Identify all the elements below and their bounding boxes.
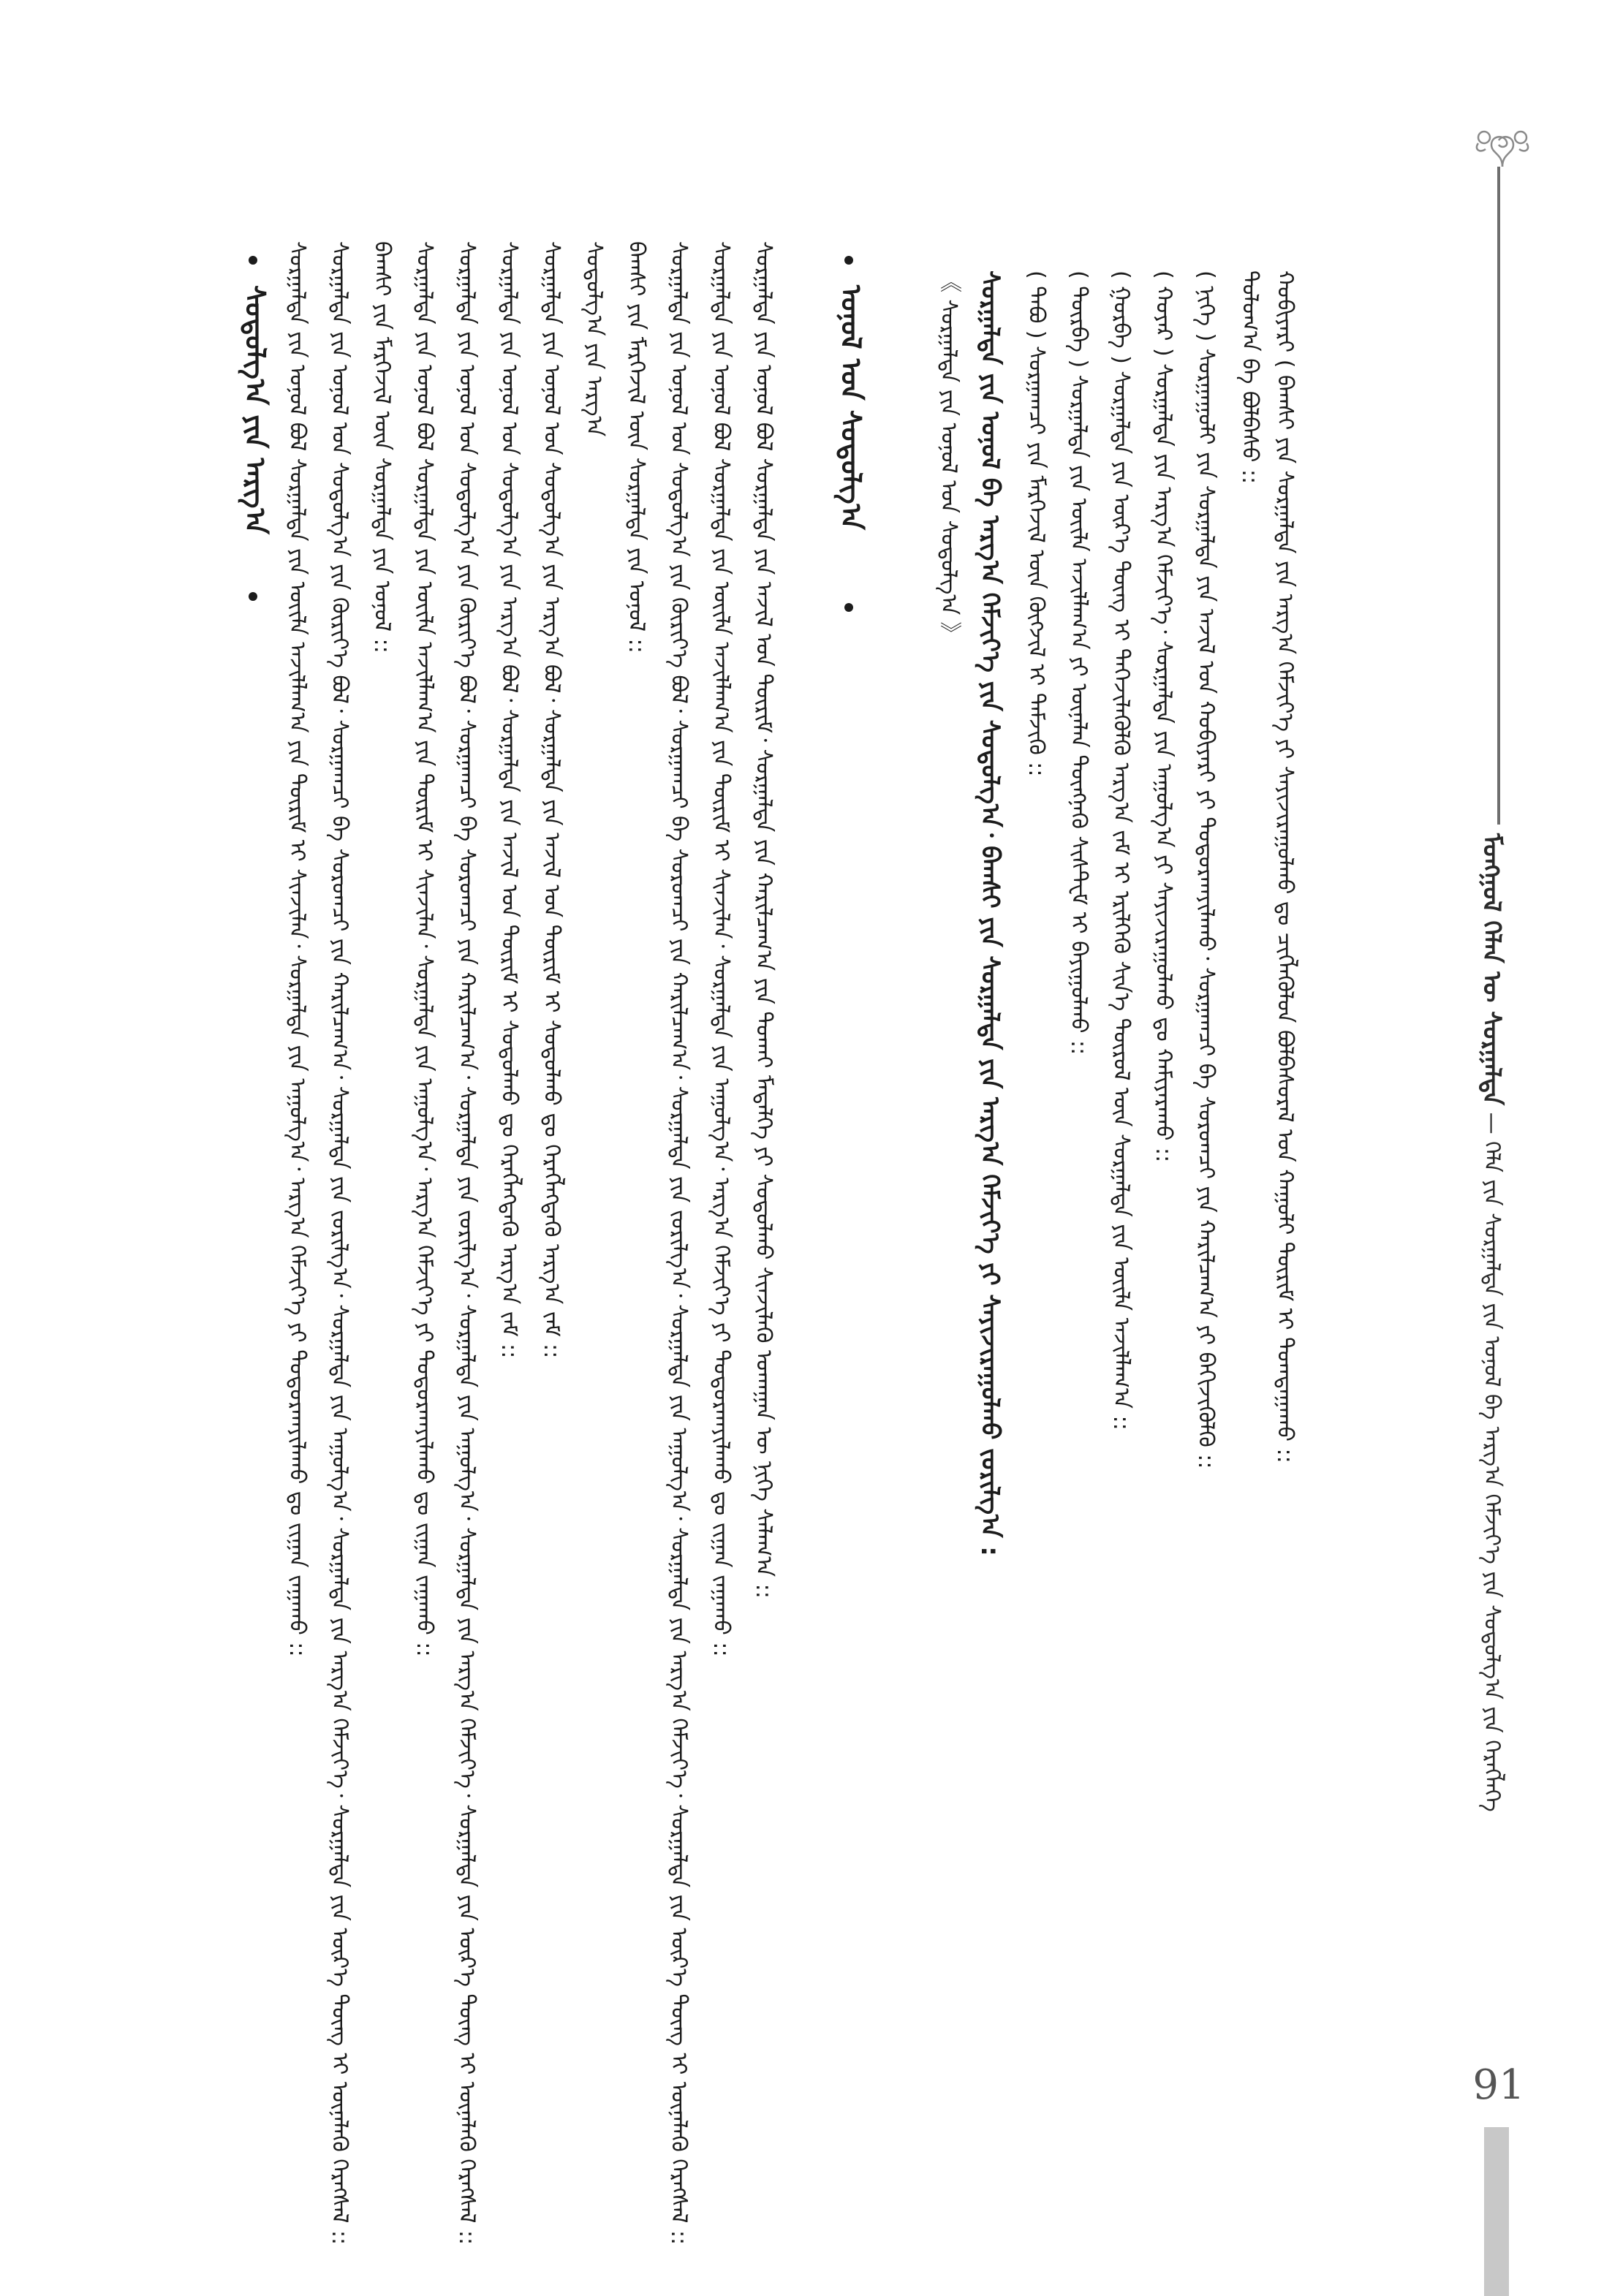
text-column: ᠰᠤᠷᠭᠠᠯᠲᠠ ᠶᠢᠨ ᠣᠨᠣᠯ ᠤᠨ ᠰᠤᠳᠤᠯᠭ᠎ᠠ ᠶᠢᠨ ᠠᠷᠭ᠎ᠠ ᠪᠣᠯ᠂ ᠰᠤᠷᠭᠠᠯᠲᠠ ᠶᠢᠨ ᠠᠵᠢᠯ ᠤᠨ ᠳᠦᠷᠢᠮ ᠢ ᠰᠤᠳᠤᠯᠬᠤ ᠳᠤ ᠬᠡᠷᠡᠭᠯᠡᠭᠳᠡᠬᠦ ᠠᠷᠭ᠎ᠠ ᠵᠠᠮ :: (539, 241, 564, 1359)
text-column: ᠰᠤᠷᠭᠠᠯᠲᠠ ᠶᠢᠨ ᠣᠨᠣᠯ ᠪᠣᠯ ᠰᠤᠷᠭᠠᠯᠲᠠ ᠶᠢᠨ ᠦᠢᠯᠡ ᠠᠵᠢᠯᠯᠠᠭ᠎ᠠ ᠶᠢᠨ ᠳᠦᠷᠢᠮ ᠢ ᠰᠢᠨᠵᠢᠯᠡᠨ᠂ ᠰᠤᠷᠭᠠᠯᠲᠠ ᠶᠢᠨ ᠠᠭᠤᠯᠭ᠎ᠠ᠂ ᠠᠷᠭ᠎ᠠ ᠬᠡᠮᠵᠢᠶ᠎ᠡ ᠶᠢ ᠲᠣᠳᠣᠷᠬᠠᠶᠢᠯᠠᠬᠤ ᠳᠤ ᠵᠢᠭᠠᠨ ᠵᠠᠭᠠᠬᠤ :: (708, 241, 734, 1657)
text-column: ᠪᠠᠭᠰᠢ ᠶᠢᠨ ᠮᠡᠷᠭᠡᠵᠢᠯ ᠦᠨ ᠰᠤᠷᠭᠠᠯᠲᠠ ᠶᠢᠨ ᠣᠨᠣᠯ :: (624, 241, 649, 653)
text-column: ( ᠨᠢᠭᠡ ) ᠰᠤᠷᠭᠠᠭᠤᠯᠢ ᠶᠢᠨ ᠰᠤᠷᠭᠠᠯᠲᠠ ᠶᠢᠨ ᠠᠵᠢᠯ ᠤᠨ ᠬᠤᠪᠢᠶᠠᠷᠢ ᠶᠢ ᠲᠣᠳᠣᠷᠬᠠᠶᠢᠯᠠᠬᠤ᠂ ᠰᠤᠷᠭᠠᠭᠴᠢ ᠪᠠ ᠰᠤᠷᠤᠭᠴᠢ ᠶᠢᠨ ᠬᠠᠷᠢᠯᠴᠠᠭ᠎ᠠ ᠶᠢ ᠪᠡᠬᠢᠵᠢᠭᠦᠯᠬᠦ :: (1193, 270, 1219, 1469)
text-column: ( ᠭᠤᠷᠪᠠ ) ᠰᠤᠷᠭᠠᠯᠲᠠ ᠶᠢᠨ ᠦᠷ᠎ᠡ ᠳᠦᠩ ᠢ ᠳᠡᠭᠡᠵᠢᠯᠡᠭᠦᠯᠬᠦ ᠠᠷᠭ᠎ᠠ ᠵᠠᠮ ᠢ ᠡᠷᠢᠯᠬᠡᠬᠦ ᠰᠢᠨ᠎ᠡ ᠲᠥᠷᠦᠯ ᠦᠨ ᠰᠤᠷᠭᠠᠯᠲᠠ ᠶᠢᠨ ᠦᠢᠯᠡ ᠠᠵᠢᠯᠯᠠᠭ᠎ᠠ :: (1108, 270, 1134, 1431)
text-column: ᠰᠤᠷᠭᠠᠯᠲᠠ ᠶᠢᠨ ᠣᠨᠣᠯ ᠪᠣᠯ ᠰᠤᠷᠭᠠᠯᠲᠠ ᠶᠢᠨ ᠦᠢᠯᠡ ᠠᠵᠢᠯᠯᠠᠭ᠎ᠠ ᠶᠢᠨ ᠳᠦᠷᠢᠮ ᠢ ᠰᠢᠨᠵᠢᠯᠡᠨ᠂ ᠰᠤᠷᠭᠠᠯᠲᠠ ᠶᠢᠨ ᠠᠭᠤᠯᠭ᠎ᠠ᠂ ᠠᠷᠭ᠎ᠠ ᠬᠡᠮᠵᠢᠶ᠎ᠡ ᠶᠢ ᠲᠣᠳᠣᠷᠬᠠᠶᠢᠯᠠᠬᠤ ᠳᠤ ᠵᠢᠭᠠᠨ ᠵᠠᠭᠠᠬᠤ :: (284, 241, 310, 1657)
text-column: ᠰᠤᠷᠭᠠᠯᠲᠠ ᠶᠢᠨ ᠣᠨᠣᠯ ᠤᠨ ᠰᠤᠳᠤᠯᠭ᠎ᠠ ᠶᠢᠨ ᠠᠷᠭ᠎ᠠ ᠪᠣᠯ᠂ ᠰᠤᠷᠭᠠᠯᠲᠠ ᠶᠢᠨ ᠠᠵᠢᠯ ᠤᠨ ᠳᠦᠷᠢᠮ ᠢ ᠰᠤᠳᠤᠯᠬᠤ ᠳᠤ ᠬᠡᠷᠡᠭᠯᠡᠭᠳᠡᠬᠦ ᠠᠷᠭ᠎ᠠ ᠵᠠᠮ :: (496, 241, 522, 1359)
book-subtitle: ᠬᠡᠯᠡ ᠶᠢᠨ ᠰᠤᠷᠭᠠᠯᠲᠠ ᠶᠢᠨ ᠣᠨᠣᠯ ᠪᠠ ᠠᠷᠭ᠎ᠠ ᠬᠡᠮᠵᠢᠶ᠎ᠡ ᠶᠢᠨ ᠰᠤᠳᠤᠯᠭ᠎ᠠ ᠶᠢᠨ ᠬᠡᠷᠡᠭᠯᠡᠭᠡ (1479, 1141, 1505, 1812)
text-column: ᠰᠤᠷᠭᠠᠯᠲᠠ ᠶᠢᠨ ᠣᠨᠣᠯ ᠤᠨ ᠰᠤᠳᠤᠯᠭ᠎ᠠ ᠶᠢᠨ ᠬᠦᠷᠢᠶ᠎ᠡ ᠪᠣᠯ᠂ ᠰᠤᠷᠭᠠᠭᠴᠢ ᠪᠠ ᠰᠤᠷᠤᠭᠴᠢ ᠶᠢᠨ ᠬᠠᠷᠢᠯᠴᠠᠭ᠎ᠠ᠂ ᠰᠤᠷᠭᠠᠯᠲᠠ ᠶᠢᠨ ᠵᠣᠷᠢᠯᠭ᠎ᠠ᠂ ᠰᠤᠷᠭᠠᠯᠲᠠ ᠶᠢᠨ ᠠᠭᠤᠯᠭ᠎ᠠ᠂ ᠰᠤᠷᠭᠠᠯᠲᠠ ᠶᠢᠨ ᠠᠷᠭ᠎ᠠ ᠬᠡᠮᠵᠢᠶ᠎ᠡ᠂ ᠰᠤᠷᠭᠠᠯᠲᠠ ᠶᠢᠨ ᠦᠷ᠎ᠡ ᠳᠦᠩ ᠢ ᠦᠨᠡᠯᠡᠬᠦ ᠬᠡᠷᠡᠭᠰᠡᠯ :: (327, 241, 352, 2246)
text-column: ( ᠳᠥᠷᠪᠡ ) ᠰᠤᠷᠭᠠᠯᠲᠠ ᠶᠢᠨ ᠦᠢᠯᠡ ᠠᠵᠢᠯᠯᠠᠭ᠎ᠠ ᠶᠢ ᠦᠨᠡᠯᠡᠨ ᠳᠦᠩᠨᠡᠬᠦ ᠰᠢᠰᠲ᠋ᠧᠮ ᠢ ᠪᠠᠶᠢᠭᠤᠯᠬᠤ :: (1066, 270, 1092, 1056)
book-title: ᠮᠣᠩᠭᠣᠯ ᠬᠡᠯᠡᠨ ᠦ ᠰᠤᠷᠭᠠᠯᠲᠠ (1477, 833, 1506, 1106)
bullet-icon (249, 592, 257, 601)
text-column: ( ᠬᠣᠶᠠᠷ ) ᠰᠤᠷᠭᠠᠯᠲᠠ ᠶᠢᠨ ᠠᠷᠭ᠎ᠠ ᠬᠡᠮᠵᠢᠶ᠎ᠡ᠂ ᠰᠤᠷᠭᠠᠯᠲᠠ ᠶᠢᠨ ᠠᠭᠤᠯᠭ᠎ᠠ ᠶᠢ ᠰᠠᠶᠢᠵᠢᠷᠠᠭᠤᠯᠬᠤ ᠳᠤ ᠬᠠᠮᠢᠶᠠᠷᠠᠬᠤ :: (1151, 270, 1176, 1163)
text-column: ᠪᠠᠭᠰᠢ ᠶᠢᠨ ᠮᠡᠷᠭᠡᠵᠢᠯ ᠦᠨ ᠰᠤᠷᠭᠠᠯᠲᠠ ᠶᠢᠨ ᠣᠨᠣᠯ :: (369, 241, 395, 653)
text-column: ᠰᠤᠳᠤᠯᠭ᠎ᠠ ᠶᠢᠨ ᠠᠷᠭ᠎ᠠ (581, 241, 607, 437)
text-column: ( ᠲᠠᠪᠤ ) ᠰᠤᠷᠭᠠᠭᠴᠢ ᠶᠢᠨ ᠮᠡᠷᠭᠡᠵᠢᠯ ᠦᠨ ᠬᠥᠭᠵᠢᠯ ᠢ ᠳᠡᠮᠵᠢᠬᠦ :: (1024, 270, 1049, 777)
section-heading: ᠰᠤᠳᠤᠯᠭ᠎ᠠ ᠶᠢᠨ ᠠᠷᠭ᠎ᠠ (239, 285, 271, 534)
text-column: ᠰᠤᠷᠭᠠᠯᠲᠠ ᠶᠢᠨ ᠣᠨᠣᠯ ᠪᠠ ᠠᠷᠭ᠎ᠠ ᠬᠡᠮᠵᠢᠶ᠎ᠡ ᠶᠢᠨ ᠰᠤᠳᠤᠯᠭ᠎ᠠ᠂ ᠪᠠᠭᠰᠢ ᠶᠢᠨ ᠰᠤᠷᠭᠠᠯᠲᠠ ᠶᠢᠨ ᠠᠷᠭ᠎ᠠ ᠬᠡᠮᠵᠢᠶ᠎ᠡ ᠶᠢ ᠰᠠᠶᠢᠵᠢᠷᠠᠭᠤᠯᠬᠤ ᠵᠣᠷᠢᠯᠭ᠎ᠠ : (975, 270, 1005, 1556)
text-column: 《 ᠰᠤᠷᠭᠠᠯᠲᠠ ᠶᠢᠨ ᠣᠨᠣᠯ ᠤᠨ ᠰᠤᠳᠤᠯᠭ᠎ᠠ 》 (936, 270, 961, 644)
page-edge-bar (1484, 2127, 1509, 2296)
running-header: ᠮᠣᠩᠭᠣᠯ ᠬᠡᠯᠡᠨ ᠦ ᠰᠤᠷᠭᠠᠯᠲᠠ — ᠬᠡᠯᠡ ᠶᠢᠨ ᠰᠤᠷᠭᠠᠯᠲᠠ ᠶᠢᠨ ᠣᠨᠣᠯ ᠪᠠ ᠠᠷᠭ᠎ᠠ ᠬᠡᠮᠵᠢᠶ᠎ᠡ ᠶᠢᠨ ᠰᠤᠳᠤᠯᠭ᠎ᠠ ᠶᠢᠨ ᠬᠡᠷᠡᠭᠯᠡᠭᠡ (1477, 833, 1506, 1812)
text-column: ᠰᠤᠷᠭᠠᠯᠲᠠ ᠶᠢᠨ ᠣᠨᠣᠯ ᠪᠣᠯ ᠰᠤᠷᠭᠠᠯᠲᠠ ᠶᠢᠨ ᠠᠵᠢᠯ ᠤᠨ ᠳᠦᠷᠢᠮ᠂ ᠰᠤᠷᠭᠠᠯᠲᠠ ᠶᠢᠨ ᠬᠠᠷᠢᠯᠴᠠᠭ᠎ᠠ ᠶᠢᠨ ᠲᠤᠬᠠᠢ ᠮᠡᠳᠡᠯᠭᠡ ᠶᠢ ᠰᠤᠳᠤᠯᠬᠤ ᠰᠢᠨᠵᠢᠯᠡᠬᠦ ᠤᠬᠠᠭᠠᠨ ᠦ ᠨᠢᠭᠡ ᠰᠠᠯᠠᠭ᠎ᠠ :: (751, 241, 776, 1599)
text-column: ᠳᠣᠯᠣᠭ᠎ᠠ ᠪᠠ ᠪᠣᠯᠪᠠᠰᠤ :: (1237, 270, 1263, 485)
text-column: ᠬᠤᠪᠢᠶᠠᠷᠢ ( ᠪᠠᠭᠰᠢ ᠶᠢᠨ ᠰᠤᠷᠭᠠᠯᠲᠠ ᠶᠢᠨ ᠠᠷᠭ᠎ᠠ ᠬᠡᠮᠵᠢᠶ᠎ᠡ ᠶᠢ ᠰᠠᠶᠢᠵᠢᠷᠠᠭᠤᠯᠬᠤ ᠳᠤ ᠴᠢᠭᠯᠡᠭᠦᠯᠦᠨ ᠪᠣᠯᠪᠠᠰᠤᠷᠠᠯ ᠤᠨ ᠬᠠᠭᠤᠯᠢ ᠳᠦᠷᠢᠮ ᠢ ᠲᠣᠭᠲᠠᠭᠠᠬᠤ :: (1272, 270, 1298, 1463)
bullet-icon (844, 603, 853, 612)
text-column: ᠰᠤᠷᠭᠠᠯᠲᠠ ᠶᠢᠨ ᠣᠨᠣᠯ ᠪᠣᠯ ᠰᠤᠷᠭᠠᠯᠲᠠ ᠶᠢᠨ ᠦᠢᠯᠡ ᠠᠵᠢᠯᠯᠠᠭ᠎ᠠ ᠶᠢᠨ ᠳᠦᠷᠢᠮ ᠢ ᠰᠢᠨᠵᠢᠯᠡᠨ᠂ ᠰᠤᠷᠭᠠᠯᠲᠠ ᠶᠢᠨ ᠠᠭᠤᠯᠭ᠎ᠠ᠂ ᠠᠷᠭ᠎ᠠ ᠬᠡᠮᠵᠢᠶ᠎ᠡ ᠶᠢ ᠲᠣᠳᠣᠷᠬᠠᠶᠢᠯᠠᠬᠤ ᠳᠤ ᠵᠢᠭᠠᠨ ᠵᠠᠭᠠᠬᠤ :: (412, 241, 437, 1657)
section-heading: ᠣᠨᠣᠯ ᠤᠨ ᠰᠤᠳᠤᠯᠭ᠎ᠠ (835, 285, 867, 530)
bullet-icon (249, 256, 257, 265)
header-rule (1497, 167, 1500, 825)
page-number: 91 (1472, 2061, 1525, 2109)
text-column: ᠰᠤᠷᠭᠠᠯᠲᠠ ᠶᠢᠨ ᠣᠨᠣᠯ ᠤᠨ ᠰᠤᠳᠤᠯᠭ᠎ᠠ ᠶᠢᠨ ᠬᠦᠷᠢᠶ᠎ᠡ ᠪᠣᠯ᠂ ᠰᠤᠷᠭᠠᠭᠴᠢ ᠪᠠ ᠰᠤᠷᠤᠭᠴᠢ ᠶᠢᠨ ᠬᠠᠷᠢᠯᠴᠠᠭ᠎ᠠ᠂ ᠰᠤᠷᠭᠠᠯᠲᠠ ᠶᠢᠨ ᠵᠣᠷᠢᠯᠭ᠎ᠠ᠂ ᠰᠤᠷᠭᠠᠯᠲᠠ ᠶᠢᠨ ᠠᠭᠤᠯᠭ᠎ᠠ᠂ ᠰᠤᠷᠭᠠᠯᠲᠠ ᠶᠢᠨ ᠠᠷᠭ᠎ᠠ ᠬᠡᠮᠵᠢᠶ᠎ᠡ᠂ ᠰᠤᠷᠭᠠᠯᠲᠠ ᠶᠢᠨ ᠦᠷ᠎ᠡ ᠳᠦᠩ ᠢ ᠦᠨᠡᠯᠡᠬᠦ ᠬᠡᠷᠡᠭᠰᠡᠯ :: (666, 241, 692, 2246)
text-column: ᠰᠤᠷᠭᠠᠯᠲᠠ ᠶᠢᠨ ᠣᠨᠣᠯ ᠤᠨ ᠰᠤᠳᠤᠯᠭ᠎ᠠ ᠶᠢᠨ ᠬᠦᠷᠢᠶ᠎ᠡ ᠪᠣᠯ᠂ ᠰᠤᠷᠭᠠᠭᠴᠢ ᠪᠠ ᠰᠤᠷᠤᠭᠴᠢ ᠶᠢᠨ ᠬᠠᠷᠢᠯᠴᠠᠭ᠎ᠠ᠂ ᠰᠤᠷᠭᠠᠯᠲᠠ ᠶᠢᠨ ᠵᠣᠷᠢᠯᠭ᠎ᠠ᠂ ᠰᠤᠷᠭᠠᠯᠲᠠ ᠶᠢᠨ ᠠᠭᠤᠯᠭ᠎ᠠ᠂ ᠰᠤᠷᠭᠠᠯᠲᠠ ᠶᠢᠨ ᠠᠷᠭ᠎ᠠ ᠬᠡᠮᠵᠢᠶ᠎ᠡ᠂ ᠰᠤᠷᠭᠠᠯᠲᠠ ᠶᠢᠨ ᠦᠷ᠎ᠡ ᠳᠦᠩ ᠢ ᠦᠨᠡᠯᠡᠬᠦ ᠬᠡᠷᠡᠭᠰᠡᠯ :: (454, 241, 480, 2246)
header-ornament-icon (1469, 124, 1535, 168)
bullet-icon (844, 256, 853, 265)
